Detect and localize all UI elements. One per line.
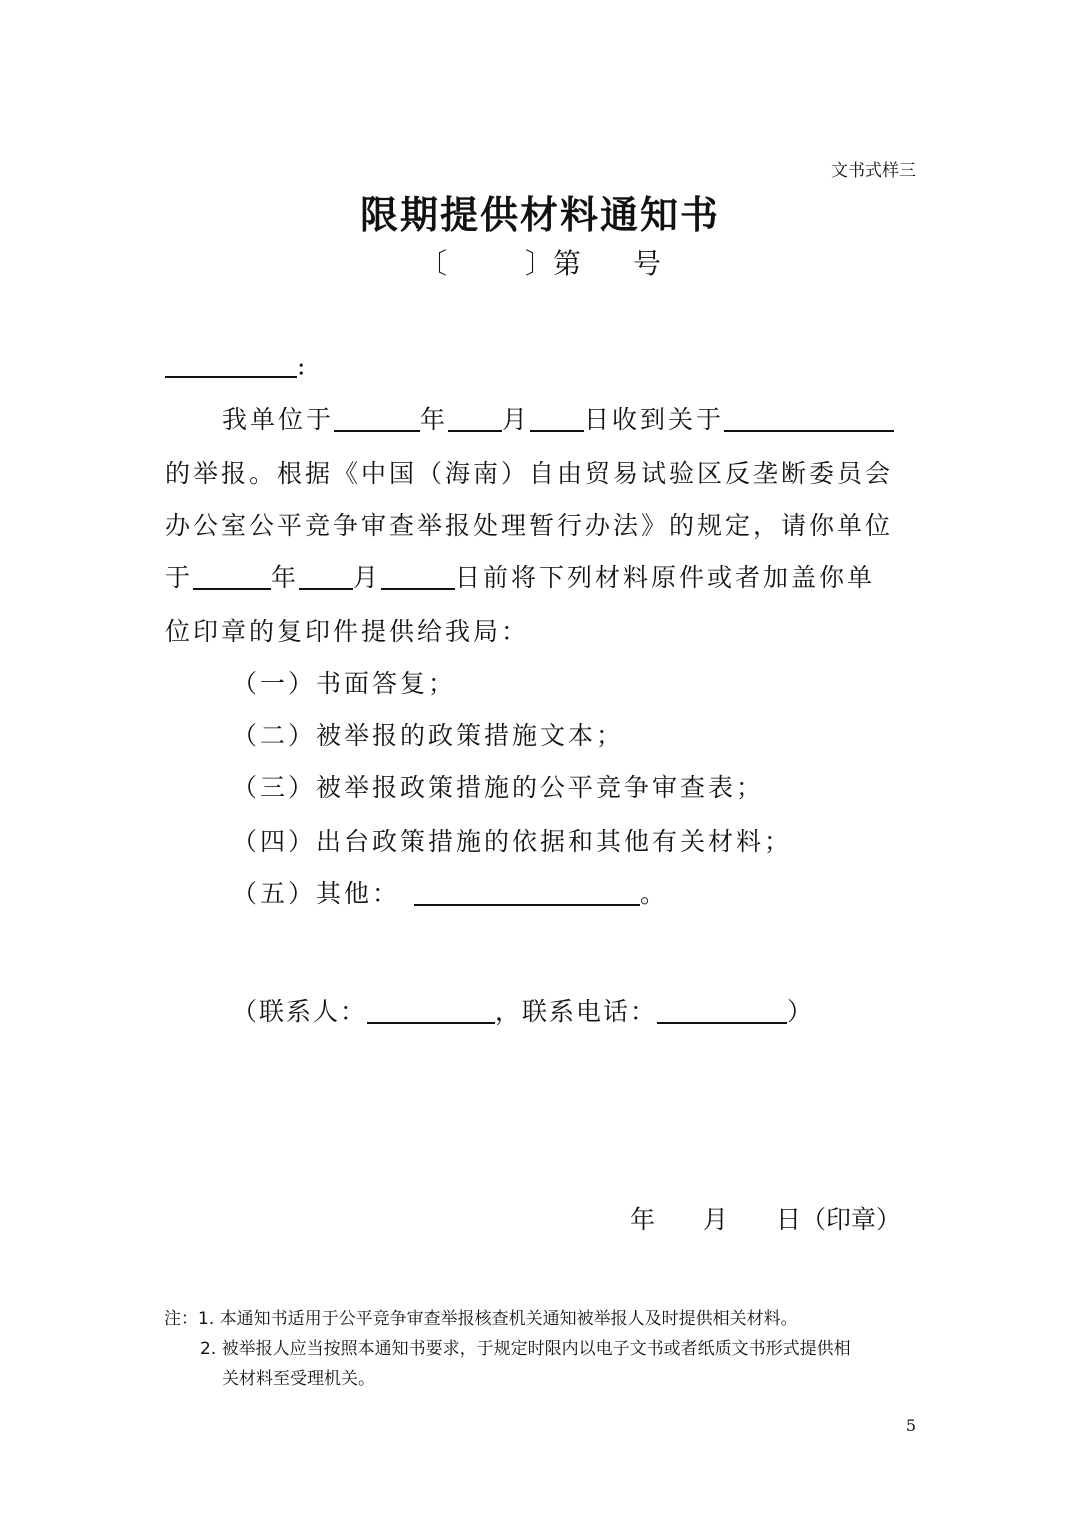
- page-number: 5: [905, 1416, 916, 1435]
- template-label: 文书式样三: [831, 161, 916, 181]
- body-text: 年: [271, 563, 300, 592]
- contact-person-blank[interactable]: [367, 996, 495, 1024]
- body-text: 月: [353, 563, 382, 592]
- body-line-2: 的举报。根据《中国（海南）自由贸易试验区反垄断委员会: [165, 459, 894, 488]
- recipient-blank[interactable]: [165, 350, 297, 378]
- document-title: 限期提供材料通知书: [359, 192, 720, 237]
- date-year: 年: [630, 1205, 656, 1234]
- other-blank[interactable]: [414, 878, 640, 906]
- body-text: 于: [165, 563, 194, 592]
- body-line-3: 办公室公平竞争审查举报处理暂行办法》的规定，请你单位: [165, 511, 894, 540]
- month-blank[interactable]: [448, 404, 502, 432]
- note-1: 注：1. 本通知书适用于公平竞争审查举报核查机关通知被举报人及时提供相关材料。: [164, 1309, 798, 1329]
- body-text: 我单位于: [222, 405, 335, 434]
- year-blank[interactable]: [334, 404, 420, 432]
- signature-date-line: [630, 1200, 901, 1236]
- note-2-cont: 关材料至受理机关。: [222, 1369, 375, 1389]
- body-text: 日收到关于: [584, 405, 725, 434]
- deadline-day-blank[interactable]: [381, 562, 455, 590]
- list-item: （二）被举报的政策措施文本；: [232, 721, 625, 750]
- body-text: 月: [502, 405, 531, 434]
- other-label: （五）其他：: [232, 879, 401, 908]
- document-number: [0, 242, 1080, 282]
- subject-blank[interactable]: [724, 404, 894, 432]
- day-blank[interactable]: [530, 404, 584, 432]
- list-item: （四）出台政策措施的依据和其他有关材料；: [232, 827, 793, 856]
- contact-label: （联系人：: [232, 997, 368, 1026]
- contact-close: ）: [787, 997, 815, 1026]
- other-end: 。: [640, 879, 669, 908]
- list-item: （一）书面答复；: [232, 669, 457, 698]
- contact-phone-blank[interactable]: [657, 996, 787, 1024]
- note-2: 2. 被举报人应当按照本通知书要求，于规定时限内以电子文书或者纸质文书形式提供相: [200, 1339, 851, 1359]
- date-day-seal: 日（印章）: [776, 1205, 902, 1234]
- body-text: 年: [420, 405, 449, 434]
- recipient-colon: :: [297, 351, 309, 381]
- doc-number-open: 〔: [418, 247, 447, 280]
- body-line-5: 位印章的复印件提供给我局：: [165, 617, 530, 646]
- contact-phone-label: ，联系电话：: [495, 997, 658, 1026]
- body-line-1: [222, 400, 894, 436]
- list-item: （三）被举报政策措施的公平竞争审查表；: [232, 773, 765, 802]
- contact-line: [232, 992, 814, 1028]
- date-month: 月: [703, 1205, 729, 1234]
- deadline-year-blank[interactable]: [193, 562, 271, 590]
- deadline-month-blank[interactable]: [299, 562, 353, 590]
- body-line-4: [165, 558, 875, 594]
- body-text: 日前将下列材料原件或者加盖你单: [455, 563, 876, 592]
- doc-number-close: 〕第: [524, 247, 581, 280]
- recipient-line: [165, 350, 308, 380]
- doc-number-suffix: 号: [633, 247, 662, 280]
- list-item-other: [232, 874, 668, 910]
